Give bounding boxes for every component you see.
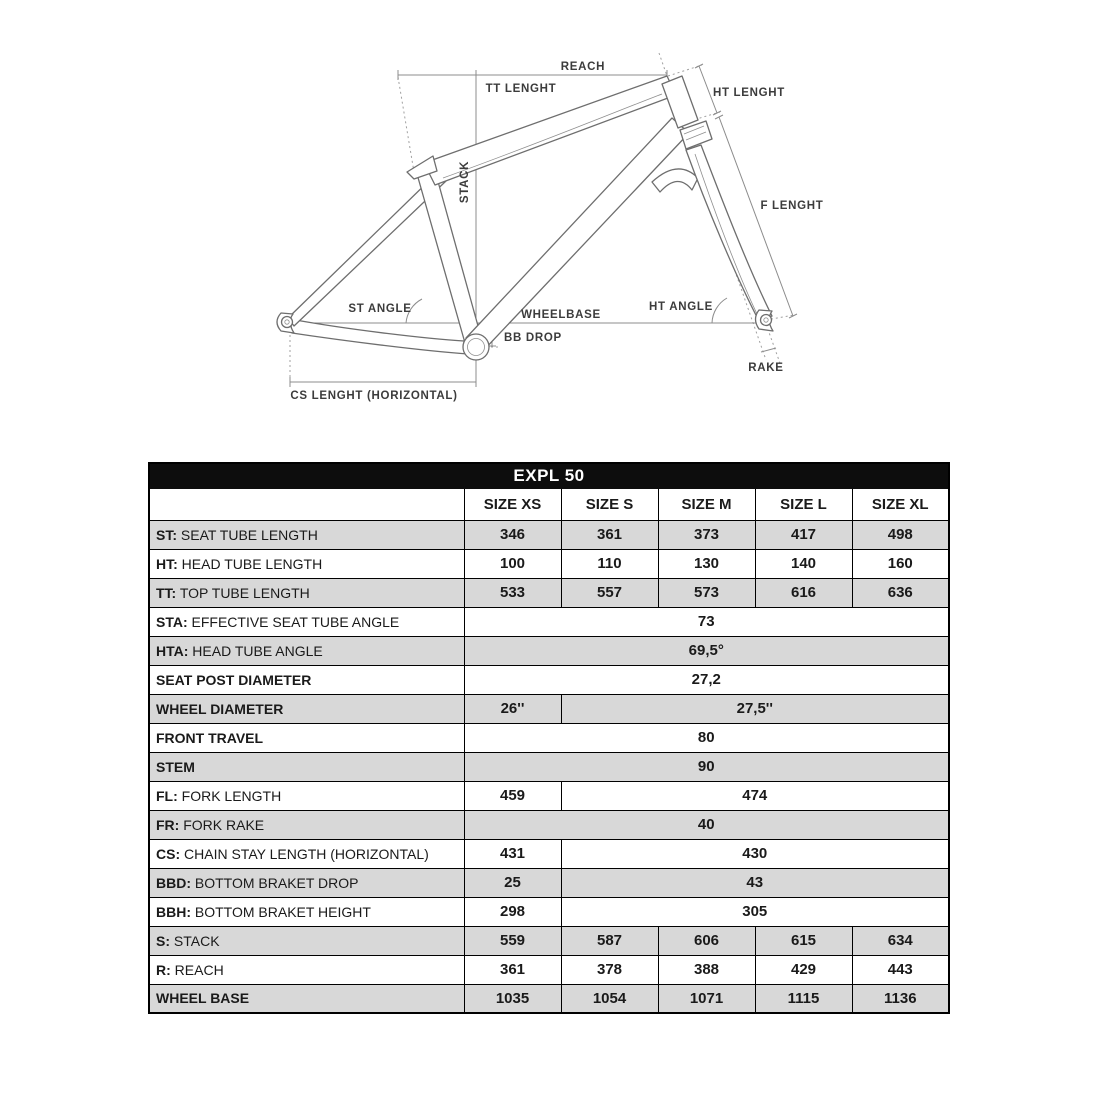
table-row (149, 897, 949, 926)
spec-value: 73 (464, 607, 949, 636)
spec-value: 1035 (464, 984, 561, 1013)
table-row (149, 723, 949, 752)
spec-value: 1071 (658, 984, 755, 1013)
spec-value: 388 (658, 955, 755, 984)
label-wheelbase: WHEELBASE (521, 309, 601, 321)
spec-value: 606 (658, 926, 755, 955)
label-rake: RAKE (748, 362, 784, 374)
table-row (149, 520, 949, 549)
label-st-angle: ST ANGLE (348, 303, 412, 315)
spec-value: 459 (464, 781, 561, 810)
spec-value: 636 (852, 578, 949, 607)
spec-value: 378 (561, 955, 658, 984)
spec-value: 1136 (852, 984, 949, 1013)
row-label: SEAT POST DIAMETER (149, 665, 464, 694)
row-label: CS: CHAIN STAY LENGTH (HORIZONTAL) (149, 839, 464, 868)
spec-value: 140 (755, 549, 852, 578)
table-row (149, 926, 949, 955)
row-label: BBH: BOTTOM BRAKET HEIGHT (149, 897, 464, 926)
table-row (149, 984, 949, 1013)
spec-value: 298 (464, 897, 561, 926)
spec-table-body (149, 520, 949, 1013)
spec-value: 429 (755, 955, 852, 984)
row-label: S: STACK (149, 926, 464, 955)
reach-tt-dim-line (398, 70, 667, 80)
head-tube (662, 76, 698, 128)
rake-tick (761, 348, 776, 352)
size-header-xl: SIZE XL (852, 488, 949, 520)
spec-value: 634 (852, 926, 949, 955)
row-label: HT: HEAD TUBE LENGTH (149, 549, 464, 578)
table-row (149, 955, 949, 984)
row-label: FR: FORK RAKE (149, 810, 464, 839)
table-row (149, 549, 949, 578)
bike-geometry-diagram (0, 0, 1100, 450)
table-title-row (149, 463, 949, 488)
spec-value: 557 (561, 578, 658, 607)
row-label: FL: FORK LENGTH (149, 781, 464, 810)
spec-value: 90 (464, 752, 949, 781)
table-row (149, 839, 949, 868)
row-label: STEM (149, 752, 464, 781)
size-header-l: SIZE L (755, 488, 852, 520)
spec-value: 573 (658, 578, 755, 607)
label-ht-lenght: HT LENGHT (712, 87, 786, 99)
row-label: FRONT TRAVEL (149, 723, 464, 752)
spec-value: 361 (561, 520, 658, 549)
table-row (149, 665, 949, 694)
row-label: WHEEL DIAMETER (149, 694, 464, 723)
spec-value: 361 (464, 955, 561, 984)
label-stack: STACK (459, 160, 471, 204)
spec-value: 559 (464, 926, 561, 955)
label-ht-angle: HT ANGLE (649, 301, 713, 313)
spec-value: 498 (852, 520, 949, 549)
label-f-lenght: F LENGHT (760, 200, 824, 212)
ht-angle-arc (712, 298, 727, 323)
spec-value: 160 (852, 549, 949, 578)
spec-value: 533 (464, 578, 561, 607)
cs-dim-line (290, 377, 476, 387)
label-tt-lenght: TT LENGHT (485, 83, 557, 95)
spec-value: 305 (561, 897, 949, 926)
spec-value: 27,2 (464, 665, 949, 694)
rear-dropout (282, 317, 293, 328)
spec-value: 615 (755, 926, 852, 955)
label-bb-drop: BB DROP (504, 332, 562, 344)
table-row (149, 868, 949, 897)
label-reach: REACH (560, 61, 606, 73)
spec-value: 443 (852, 955, 949, 984)
row-label: R: REACH (149, 955, 464, 984)
table-row (149, 694, 949, 723)
table-row (149, 578, 949, 607)
spec-value: 130 (658, 549, 755, 578)
spec-value: 43 (561, 868, 949, 897)
bottom-bracket (463, 334, 489, 360)
spec-value: 431 (464, 839, 561, 868)
table-row (149, 636, 949, 665)
table-row (149, 607, 949, 636)
spec-value: 100 (464, 549, 561, 578)
size-header-xs: SIZE XS (464, 488, 561, 520)
spec-value: 587 (561, 926, 658, 955)
front-dropout (761, 315, 772, 326)
spec-value: 417 (755, 520, 852, 549)
geometry-table (148, 462, 948, 1014)
spec-value: 110 (561, 549, 658, 578)
spec-value: 1115 (755, 984, 852, 1013)
fork-blade (686, 145, 772, 321)
row-label: STA: EFFECTIVE SEAT TUBE ANGLE (149, 607, 464, 636)
table-row (149, 752, 949, 781)
size-header-m: SIZE M (658, 488, 755, 520)
spec-value: 474 (561, 781, 949, 810)
spec-value: 1054 (561, 984, 658, 1013)
spec-value: 69,5° (464, 636, 949, 665)
spec-value: 373 (658, 520, 755, 549)
size-header-s: SIZE S (561, 488, 658, 520)
spec-value: 25 (464, 868, 561, 897)
label-cs-lenght: CS LENGHT (HORIZONTAL) (290, 390, 458, 402)
spec-value: 616 (755, 578, 852, 607)
size-header-row (149, 488, 949, 520)
row-label: TT: TOP TUBE LENGTH (149, 578, 464, 607)
spec-value: 26'' (464, 694, 561, 723)
seat-axis-extension (398, 77, 414, 172)
spec-value: 40 (464, 810, 949, 839)
spec-value: 346 (464, 520, 561, 549)
spec-table (148, 462, 950, 1014)
chain-stay (290, 319, 468, 354)
row-label: WHEEL BASE (149, 984, 464, 1013)
row-label: BBD: BOTTOM BRAKET DROP (149, 868, 464, 897)
row-label: HTA: HEAD TUBE ANGLE (149, 636, 464, 665)
row-label: ST: SEAT TUBE LENGTH (149, 520, 464, 549)
frame-drawing (0, 0, 1100, 450)
brake-arch (652, 169, 698, 192)
table-row (149, 781, 949, 810)
spec-value: 430 (561, 839, 949, 868)
spec-value: 27,5'' (561, 694, 949, 723)
size-header-empty (149, 488, 464, 520)
table-row (149, 810, 949, 839)
table-title: EXPL 50 (149, 463, 949, 488)
spec-value: 80 (464, 723, 949, 752)
